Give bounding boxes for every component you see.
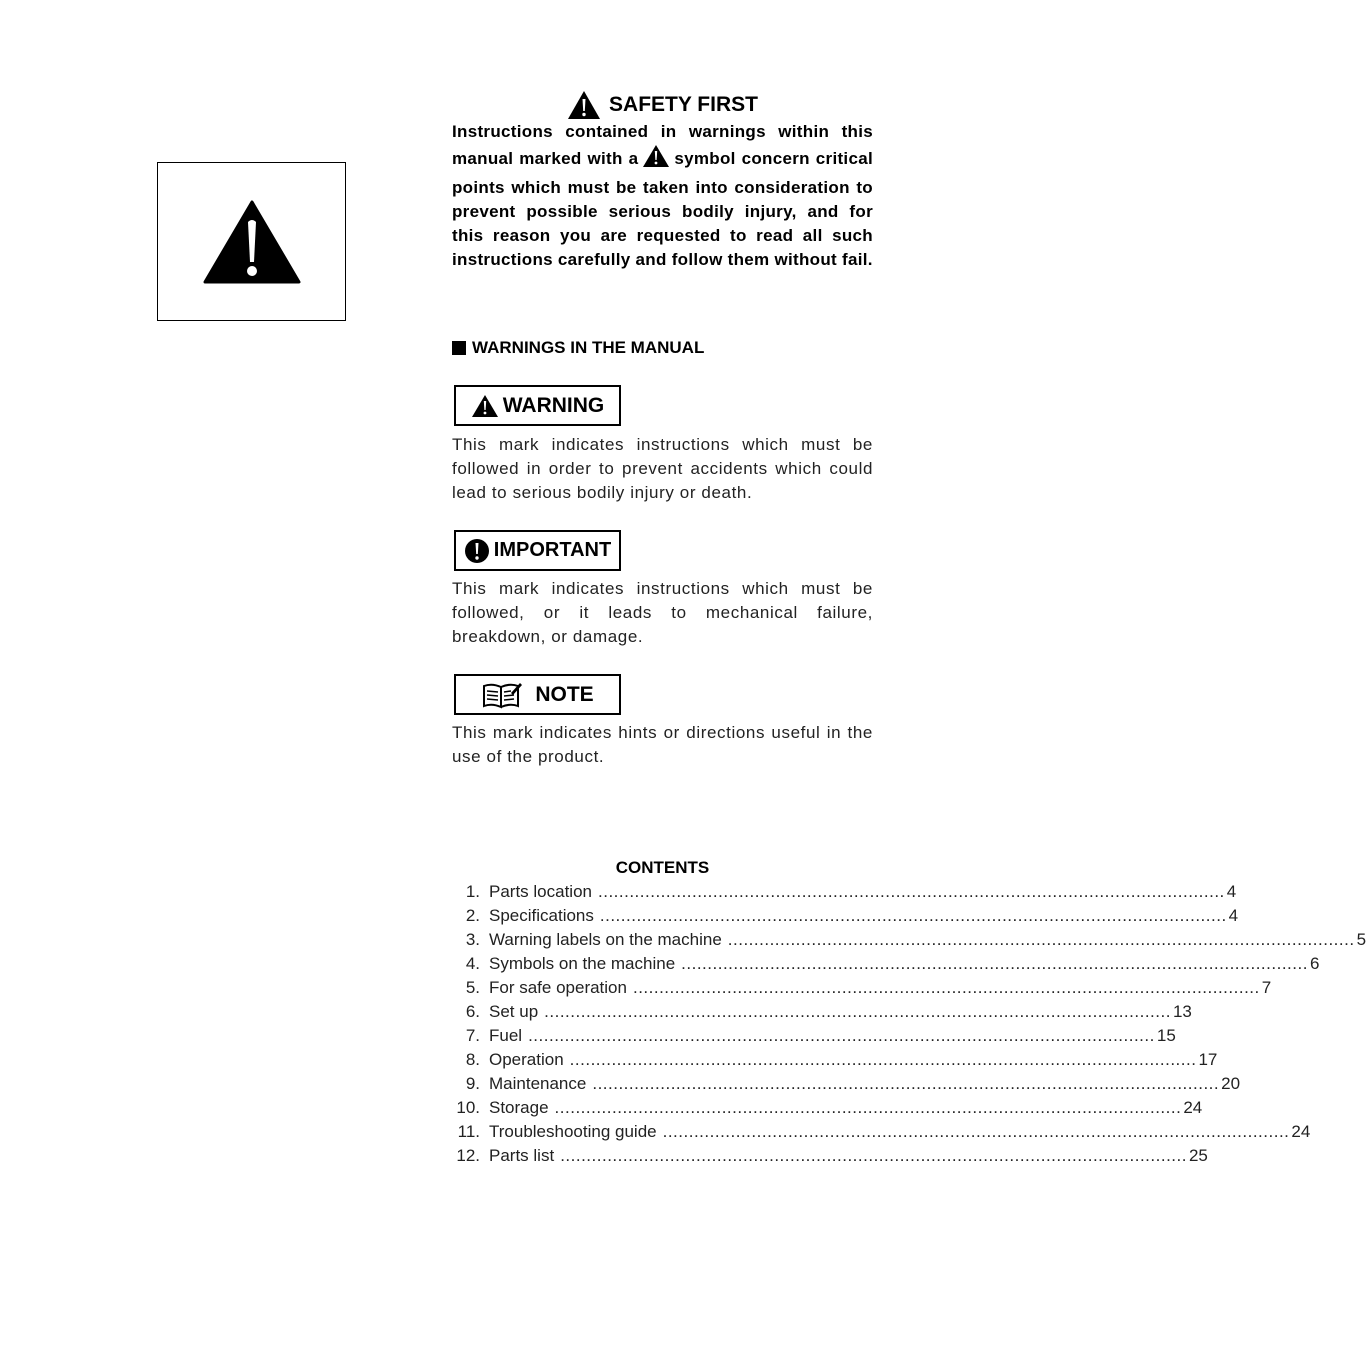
warning-triangle-icon [202, 198, 302, 286]
toc-title: Symbols on the machine [489, 954, 676, 973]
toc-leader-dots: ........................................................................................................................ [632, 978, 1260, 997]
toc-leader-dots: ........................................................................................................................ [544, 1002, 1171, 1021]
toc-title: Operation [489, 1050, 564, 1069]
toc-number: 10. [456, 1098, 480, 1117]
safety-instructions [452, 120, 873, 273]
toc-title: Parts list [489, 1146, 555, 1165]
toc-number: 9. [465, 1074, 480, 1093]
bullet-square-icon [452, 341, 466, 355]
toc-number: 4. [465, 954, 480, 973]
toc-page-number: 7 [1261, 978, 1272, 997]
toc-number: 1. [465, 882, 480, 901]
open-book-pencil-icon [481, 681, 523, 709]
toc-title: Storage [489, 1098, 549, 1117]
safety-text-before: Instructions contained in warnings within this manual marked with a [452, 122, 873, 169]
warnings-section-heading [452, 338, 704, 358]
toc-number: 12. [456, 1146, 480, 1165]
important-mark-description: This mark indicates instructions which must be followed, or it leads to mechanical failure, breakdown, or damage. [452, 579, 873, 646]
toc-row [452, 1050, 1218, 1074]
toc-title: Warning labels on the machine [489, 930, 722, 949]
note-mark-label: NOTE [535, 682, 594, 706]
exclamation-circle-icon [464, 538, 490, 564]
toc-row [452, 906, 1239, 930]
toc-leader-dots: ........................................................................................................................ [599, 906, 1227, 925]
toc-number: 6. [465, 1002, 480, 1021]
toc-row [452, 1098, 1203, 1122]
toc-page-number: 20 [1221, 1074, 1241, 1093]
toc-row [452, 930, 1366, 954]
warning-triangle-icon [567, 90, 601, 120]
toc-page-number: 5 [1356, 930, 1366, 949]
toc-row [452, 1026, 1176, 1050]
toc-page-number: 4 [1226, 882, 1237, 901]
toc-title: Troubleshooting guide [489, 1122, 657, 1141]
toc-page-number: 13 [1172, 1002, 1192, 1021]
toc-row [452, 1122, 1311, 1146]
toc-number: 8. [465, 1050, 480, 1069]
safety-first-label: SAFETY FIRST [609, 93, 758, 116]
toc-row [452, 1002, 1192, 1026]
toc-row [452, 954, 1320, 978]
toc-number: 2. [465, 906, 480, 925]
toc-row [452, 882, 1237, 906]
warning-symbol-frame [157, 162, 346, 321]
note-mark-box [454, 674, 621, 715]
toc-leader-dots: ........................................................................................................................ [662, 1122, 1290, 1141]
toc-title: Specifications [489, 906, 594, 925]
toc-page-number: 25 [1188, 1146, 1208, 1165]
warning-triangle-icon [471, 394, 499, 418]
toc-title: Parts location [489, 882, 592, 901]
warning-mark-box [454, 385, 621, 426]
toc-title: Fuel [489, 1026, 523, 1045]
toc-title: Set up [489, 1002, 539, 1021]
toc-page-number: 24 [1183, 1098, 1203, 1117]
toc-leader-dots: ........................................................................................................................ [554, 1098, 1182, 1117]
toc-leader-dots: ........................................................................................................................ [528, 1026, 1155, 1045]
table-of-contents [452, 882, 1366, 1170]
toc-page-number: 15 [1156, 1026, 1176, 1045]
contents-title: CONTENTS [615, 858, 710, 877]
toc-title: For safe operation [489, 978, 627, 997]
warning-triangle-icon [642, 144, 670, 175]
toc-number: 3. [465, 930, 480, 949]
toc-leader-dots: ........................................................................................................................ [727, 930, 1355, 949]
important-mark-box [454, 530, 621, 571]
warning-mark-description: This mark indicates instructions which must be followed in order to prevent accidents which could lead to serious bodily injury or death. [452, 435, 873, 502]
toc-number: 7. [465, 1026, 480, 1045]
toc-leader-dots: ........................................................................................................................ [681, 954, 1308, 973]
toc-number: 5. [465, 978, 480, 997]
toc-page-number: 4 [1228, 906, 1239, 925]
toc-leader-dots: ........................................................................................................................ [569, 1050, 1197, 1069]
toc-leader-dots: ........................................................................................................................ [560, 1146, 1187, 1165]
safety-first-title [452, 88, 873, 122]
toc-number: 11. [457, 1122, 480, 1141]
safety-text-after: symbol concern critical points which must be taken into consideration to prevent possible serious bodily injury, and for this reason you are requested to read all such instructions carefully and follow them without fail. [452, 149, 873, 270]
toc-row [452, 978, 1272, 1002]
toc-page-number: 6 [1309, 954, 1320, 973]
important-mark-label: IMPORTANT [493, 539, 612, 561]
warnings-heading-label: WARNINGS IN THE MANUAL [472, 338, 705, 357]
note-mark-description: This mark indicates hints or directions useful in the use of the product. [452, 723, 873, 766]
toc-leader-dots: ........................................................................................................................ [598, 882, 1225, 901]
toc-page-number: 17 [1198, 1050, 1218, 1069]
toc-page-number: 24 [1291, 1122, 1311, 1141]
warning-mark-label: WARNING [502, 393, 605, 417]
toc-row [452, 1146, 1208, 1170]
toc-row [452, 1074, 1241, 1098]
toc-leader-dots: ........................................................................................................................ [592, 1074, 1220, 1093]
toc-title: Maintenance [489, 1074, 587, 1093]
